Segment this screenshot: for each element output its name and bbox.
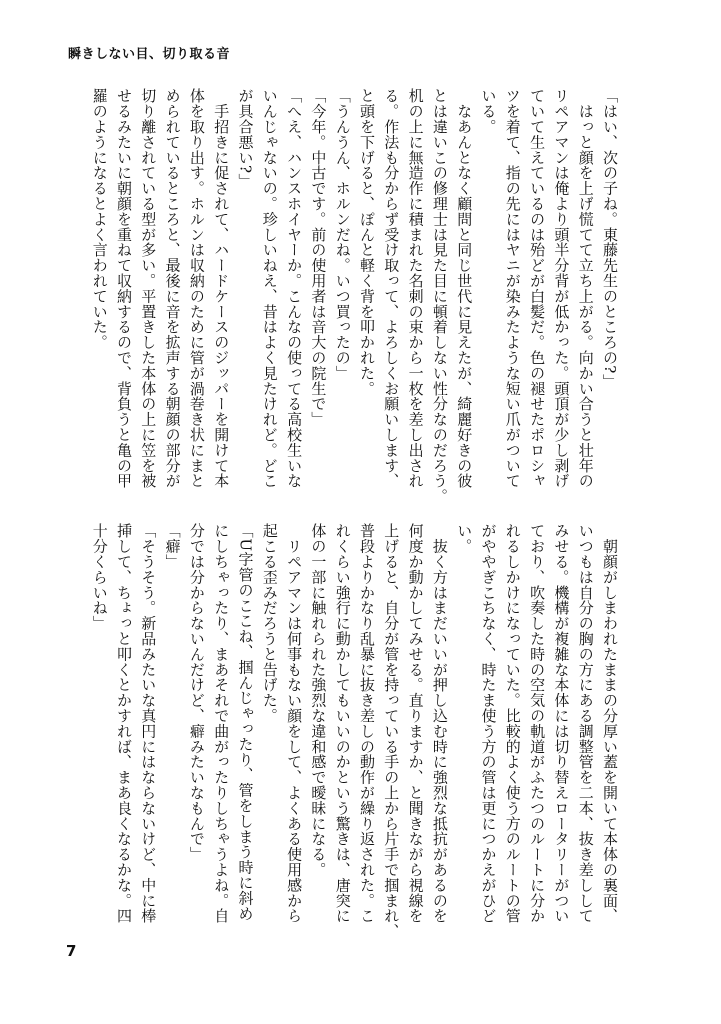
text-line: はっと顔を上げ慌てて立ち上がる。向かい合うと壮年の — [576, 88, 595, 489]
text-line: がややぎこちなく、時たま使う方の管は更につかえがひど — [479, 523, 498, 924]
text-line: リペアマンは俺より頭半分背が低かった。頭頂が少し剥げ — [552, 88, 571, 489]
text-line: 抜く方はまだいいが押し込む時に強烈な抵抗があるのを — [430, 523, 449, 924]
text-line: せるみたいに朝顔を重ねて収納するので、背負うと亀の甲 — [115, 88, 133, 489]
page-number: 7 — [66, 942, 77, 960]
text-line: が具合悪い?」 — [236, 88, 255, 189]
text-line: と頭を下げると、ぽんと軽く背を叩かれた。 — [358, 88, 376, 396]
text-line: 挿して、ちょっと叩くとかすれば、まあ良くなるかな。四 — [115, 523, 133, 924]
text-line: れくらい強行に動かしてもいいのかという驚きは、唐突に — [333, 523, 352, 924]
text-line: 起こる歪みだろうと告げた。 — [260, 523, 279, 724]
text-block-top — [0, 88, 721, 504]
text-line: 普段よりかなり乱暴に抜き差しの動作が繰り返された。こ — [358, 523, 376, 924]
text-line: リペアマンは何事もない顔をして、よくある使用感から — [285, 523, 304, 924]
text-line: 手招きに促されて、ハードケースのジッパーを開けて本 — [212, 88, 231, 489]
text-line: 分では分からないんだけど、癖みたいなもんで」 — [187, 523, 206, 862]
text-line: れるしかけになっていた。比較的よく使う方のルートの管 — [503, 523, 522, 924]
text-line: ており、吹奏した時の空気の軌道がふたつのルートに分か — [528, 523, 547, 924]
text-line: 朝顔がしまわれたままの分厚い蓋を開いて本体の裏面、 — [601, 523, 619, 924]
text-line: められているところと、最後に音を拡声する朝顔の部分が — [163, 88, 182, 489]
text-line: ていて生えているのは殆どが白髪だ。色の褪せたポロシャ — [528, 88, 547, 489]
text-line: ツを着て、指の先にはヤニが染みたような短い爪がついて — [503, 88, 522, 489]
text-line: 十分くらいね」 — [90, 523, 109, 631]
text-line: とは違いこの修理士は見た目に頓着しない性分なのだろう。 — [430, 88, 449, 504]
text-line: 「うんうん、ホルンだね。いつ買ったの」 — [333, 88, 352, 381]
text-line: 羅のようになるとよく言われていた。 — [90, 88, 109, 350]
text-line: なあんとなく顧問と同じ世代に見えたが、綺麗好きの彼 — [455, 88, 474, 489]
text-line: る。作法も分からず受け取って、よろしくお願いします、 — [382, 88, 401, 489]
text-line: 「U字管のここね、掴んじゃったり、管をしまう時に斜め — [236, 523, 255, 922]
text-line: 切り離されている型が多い。平置きした本体の上に笠を被 — [139, 88, 158, 489]
text-line: 「へえ、ハンスホイヤーか。こんなの使ってる高校生いな — [285, 88, 304, 489]
text-line: 何度か動かしてみせる。直りますか、と聞きながら視線を — [406, 523, 425, 924]
text-line: にしちゃったり、まあそれで曲がったりしちゃうよね。自 — [212, 523, 231, 924]
text-line: 「そうそう。新品みたいな真円にはならないけど、中に棒 — [139, 523, 158, 924]
text-line: いつもは自分の胸の方にある調整管を二本、抜き差しして — [576, 523, 595, 924]
text-line: 体の一部に触れられた強烈な違和感で曖昧になる。 — [309, 523, 328, 878]
text-line: い。 — [455, 523, 474, 554]
text-line: 机の上に無造作に積まれた名刺の束から一枚を差し出され — [406, 88, 425, 489]
text-line: 体を取り出す。ホルンは収納のために管が渦巻き状にまと — [187, 88, 206, 489]
text-line: 「今年。中古です。前の使用者は音大の院生で」 — [309, 88, 328, 427]
running-header-title: 瞬きしない目、切り取る音 — [68, 47, 231, 62]
text-line: 「はい、次の子ね。東藤先生のところの?」 — [601, 88, 619, 390]
text-line: いる。 — [479, 88, 498, 135]
text-line: 上げると、自分が管を持っている手の上から片手で掴まれ、 — [382, 523, 401, 939]
text-block-bottom — [0, 523, 721, 939]
text-line: みせる。機構が複雑な本体には切り替えロータリーがつい — [552, 523, 571, 924]
text-line: 「癖」 — [163, 523, 182, 570]
text-line: いんじゃないの。珍しいねえ、昔はよく見たけれど。どこ — [260, 88, 279, 489]
